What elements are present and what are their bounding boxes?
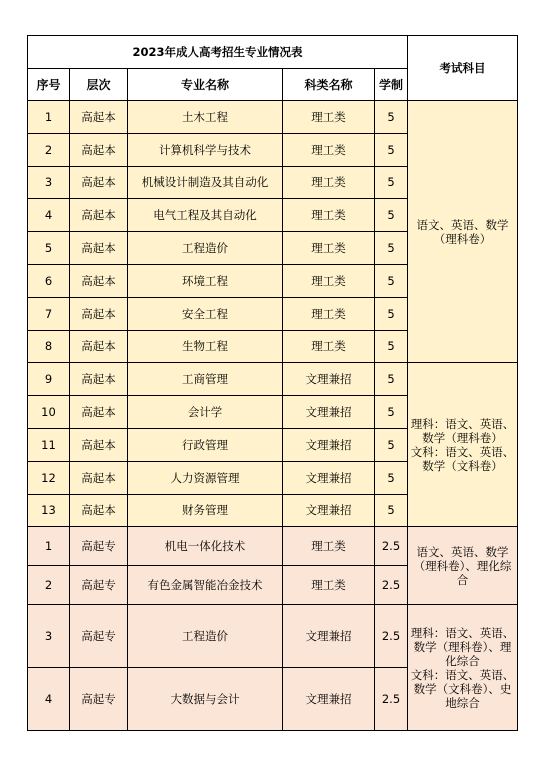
cell-category: 理工类	[283, 330, 375, 363]
exam-line: （理科卷）	[433, 231, 492, 246]
exam-line: 语文、英语、数学	[416, 217, 509, 232]
cell-no: 2	[28, 133, 70, 166]
cell-level: 高起本	[70, 199, 128, 232]
cell-no: 5	[28, 232, 70, 265]
cell-no: 9	[28, 363, 70, 396]
exam-line: 地综合	[445, 695, 480, 710]
exam-line: 数学（文科卷）	[422, 458, 503, 473]
table-row	[28, 101, 518, 134]
cell-level: 高起专	[70, 527, 128, 566]
exam-subjects-group-3	[408, 527, 518, 605]
cell-level: 高起本	[70, 297, 128, 330]
cell-years: 5	[375, 494, 408, 527]
cell-level: 高起本	[70, 264, 128, 297]
cell-years: 5	[375, 363, 408, 396]
cell-major: 计算机科学与技术	[128, 133, 283, 166]
cell-years: 5	[375, 133, 408, 166]
cell-level: 高起本	[70, 428, 128, 461]
cell-major: 安全工程	[128, 297, 283, 330]
exam-line: 合	[456, 572, 469, 587]
cell-level: 高起本	[70, 396, 128, 429]
cell-no: 11	[28, 428, 70, 461]
cell-major: 机械设计制造及其自动化	[128, 166, 283, 199]
exam-line: （理科卷）、理化综	[413, 558, 512, 573]
cell-major: 会计学	[128, 396, 283, 429]
cell-category: 理工类	[283, 566, 375, 605]
cell-major: 机电一体化技术	[128, 527, 283, 566]
cell-major: 行政管理	[128, 428, 283, 461]
header-no: 序号	[28, 69, 70, 101]
cell-no: 7	[28, 297, 70, 330]
cell-level: 高起本	[70, 461, 128, 494]
cell-category: 文理兼招	[283, 428, 375, 461]
cell-level: 高起本	[70, 363, 128, 396]
cell-years: 5	[375, 232, 408, 265]
exam-line: 文科：语文、英语、	[410, 444, 515, 459]
exam-line: 语文、英语、数学	[416, 544, 509, 559]
cell-level: 高起本	[70, 330, 128, 363]
cell-major: 生物工程	[128, 330, 283, 363]
header-category: 科类名称	[283, 69, 375, 101]
cell-category: 理工类	[283, 133, 375, 166]
cell-no: 3	[28, 166, 70, 199]
cell-major: 工程造价	[128, 605, 283, 668]
exam-line: 理科：语文、英语、	[410, 625, 515, 640]
cell-level: 高起本	[70, 101, 128, 134]
cell-major: 大数据与会计	[128, 668, 283, 731]
cell-category: 理工类	[283, 264, 375, 297]
cell-major: 人力资源管理	[128, 461, 283, 494]
cell-no: 2	[28, 566, 70, 605]
cell-category: 理工类	[283, 232, 375, 265]
cell-no: 4	[28, 668, 70, 731]
cell-years: 5	[375, 264, 408, 297]
cell-years: 2.5	[375, 527, 408, 566]
cell-years: 5	[375, 396, 408, 429]
cell-category: 文理兼招	[283, 605, 375, 668]
cell-years: 5	[375, 101, 408, 134]
cell-no: 4	[28, 199, 70, 232]
cell-years: 5	[375, 330, 408, 363]
cell-major: 工商管理	[128, 363, 283, 396]
exam-line: 数学（理科卷）、理	[413, 639, 512, 654]
cell-no: 8	[28, 330, 70, 363]
cell-years: 5	[375, 199, 408, 232]
cell-no: 12	[28, 461, 70, 494]
cell-category: 理工类	[283, 527, 375, 566]
table-row	[28, 527, 518, 566]
cell-years: 5	[375, 166, 408, 199]
cell-no: 6	[28, 264, 70, 297]
cell-level: 高起本	[70, 166, 128, 199]
table-title: 2023年成人高考招生专业情况表	[28, 36, 408, 69]
exam-line: 数学（理科卷）	[422, 430, 503, 445]
cell-category: 文理兼招	[283, 396, 375, 429]
cell-category: 理工类	[283, 199, 375, 232]
table-row	[28, 605, 518, 668]
cell-level: 高起专	[70, 605, 128, 668]
cell-no: 3	[28, 605, 70, 668]
cell-no: 1	[28, 101, 70, 134]
exam-subjects-group-4	[408, 605, 518, 731]
cell-years: 2.5	[375, 668, 408, 731]
cell-no: 10	[28, 396, 70, 429]
cell-major: 土木工程	[128, 101, 283, 134]
cell-major: 工程造价	[128, 232, 283, 265]
cell-category: 理工类	[283, 101, 375, 134]
cell-category: 文理兼招	[283, 363, 375, 396]
exam-line: 化综合	[445, 653, 480, 668]
header-level: 层次	[70, 69, 128, 101]
cell-major: 有色金属智能冶金技术	[128, 566, 283, 605]
cell-years: 5	[375, 461, 408, 494]
cell-category: 理工类	[283, 166, 375, 199]
header-years: 学制	[375, 69, 408, 101]
cell-category: 文理兼招	[283, 461, 375, 494]
exam-line: 理科：语文、英语、	[410, 416, 515, 431]
cell-years: 5	[375, 428, 408, 461]
cell-level: 高起本	[70, 133, 128, 166]
cell-years: 2.5	[375, 566, 408, 605]
cell-years: 5	[375, 297, 408, 330]
cell-category: 文理兼招	[283, 668, 375, 731]
cell-no: 1	[28, 527, 70, 566]
cell-major: 财务管理	[128, 494, 283, 527]
exam-line: 数学（文科卷）、史	[413, 681, 512, 696]
cell-major: 电气工程及其自动化	[128, 199, 283, 232]
enrollment-table	[27, 35, 518, 731]
header-exam: 考试科目	[408, 36, 518, 101]
table-row	[28, 363, 518, 396]
cell-no: 13	[28, 494, 70, 527]
cell-level: 高起本	[70, 232, 128, 265]
header-major: 专业名称	[128, 69, 283, 101]
cell-level: 高起专	[70, 668, 128, 731]
exam-line: 文科：语文、英语、	[410, 667, 515, 682]
cell-level: 高起本	[70, 494, 128, 527]
cell-years: 2.5	[375, 605, 408, 668]
cell-major: 环境工程	[128, 264, 283, 297]
cell-level: 高起专	[70, 566, 128, 605]
exam-subjects-group-1	[408, 101, 518, 363]
cell-category: 理工类	[283, 297, 375, 330]
exam-subjects-group-2	[408, 363, 518, 527]
cell-category: 文理兼招	[283, 494, 375, 527]
